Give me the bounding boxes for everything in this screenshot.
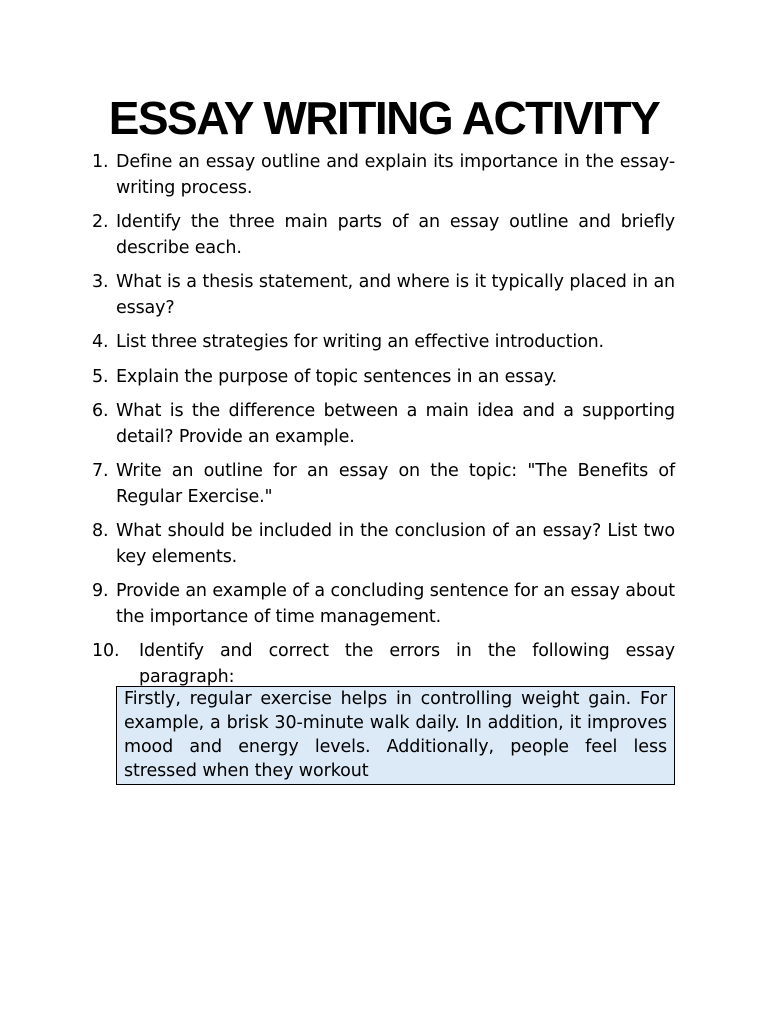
question-item-4 — [92, 330, 675, 356]
question-number: 1. — [92, 152, 109, 172]
question-text: What is the difference between a main idea and a supporting detail? Provide an example. — [116, 401, 675, 447]
question-number: 7. — [92, 461, 109, 481]
question-text: Explain the purpose of topic sentences in an essay. — [116, 366, 557, 387]
question-item-7 — [92, 459, 675, 510]
question-text: What is a thesis statement, and where is it typically placed in an essay? — [116, 272, 675, 318]
question-text: Write an outline for an essay on the topic: "The Benefits of Regular Exercise." — [116, 461, 675, 507]
question-text: Identify and correct the errors in the following essay paragraph: — [139, 641, 675, 687]
page-title: ESSAY WRITING ACTIVITY — [108, 92, 660, 144]
question-text: List three strategies for writing an effective introduction. — [116, 332, 604, 352]
question-number: 9. — [92, 581, 109, 601]
question-number: 6. — [92, 401, 109, 421]
question-text: Provide an example of a concluding sentence for an essay about the importance of time management. — [116, 581, 675, 627]
question-text: Define an essay outline and explain its importance in the essay-writing process. — [116, 152, 675, 198]
question-item-3 — [92, 270, 675, 321]
question-number: 3. — [92, 272, 109, 292]
question-item-2 — [92, 210, 675, 261]
question-item-5 — [92, 365, 675, 391]
question-number: 4. — [92, 332, 109, 352]
question-item-6 — [92, 399, 675, 450]
question-number: 10. — [92, 641, 120, 661]
question-list — [92, 150, 675, 699]
question-item-10 — [92, 639, 675, 690]
question-item-1 — [92, 150, 675, 201]
essay-paragraph-box: Firstly, regular exercise helps in controlling weight gain. For example, a brisk 30-minute walk daily. In addition, it improves mood and energy levels. Additionally, people feel less stressed when they workout — [116, 686, 675, 785]
question-item-8 — [92, 519, 675, 570]
question-number: 8. — [92, 521, 109, 541]
question-text: What should be included in the conclusion of an essay? List two key elements. — [116, 521, 675, 567]
question-number: 2. — [92, 212, 109, 232]
question-number: 5. — [92, 366, 109, 387]
question-item-9 — [92, 579, 675, 630]
question-text: Identify the three main parts of an essay outline and briefly describe each. — [116, 212, 675, 258]
